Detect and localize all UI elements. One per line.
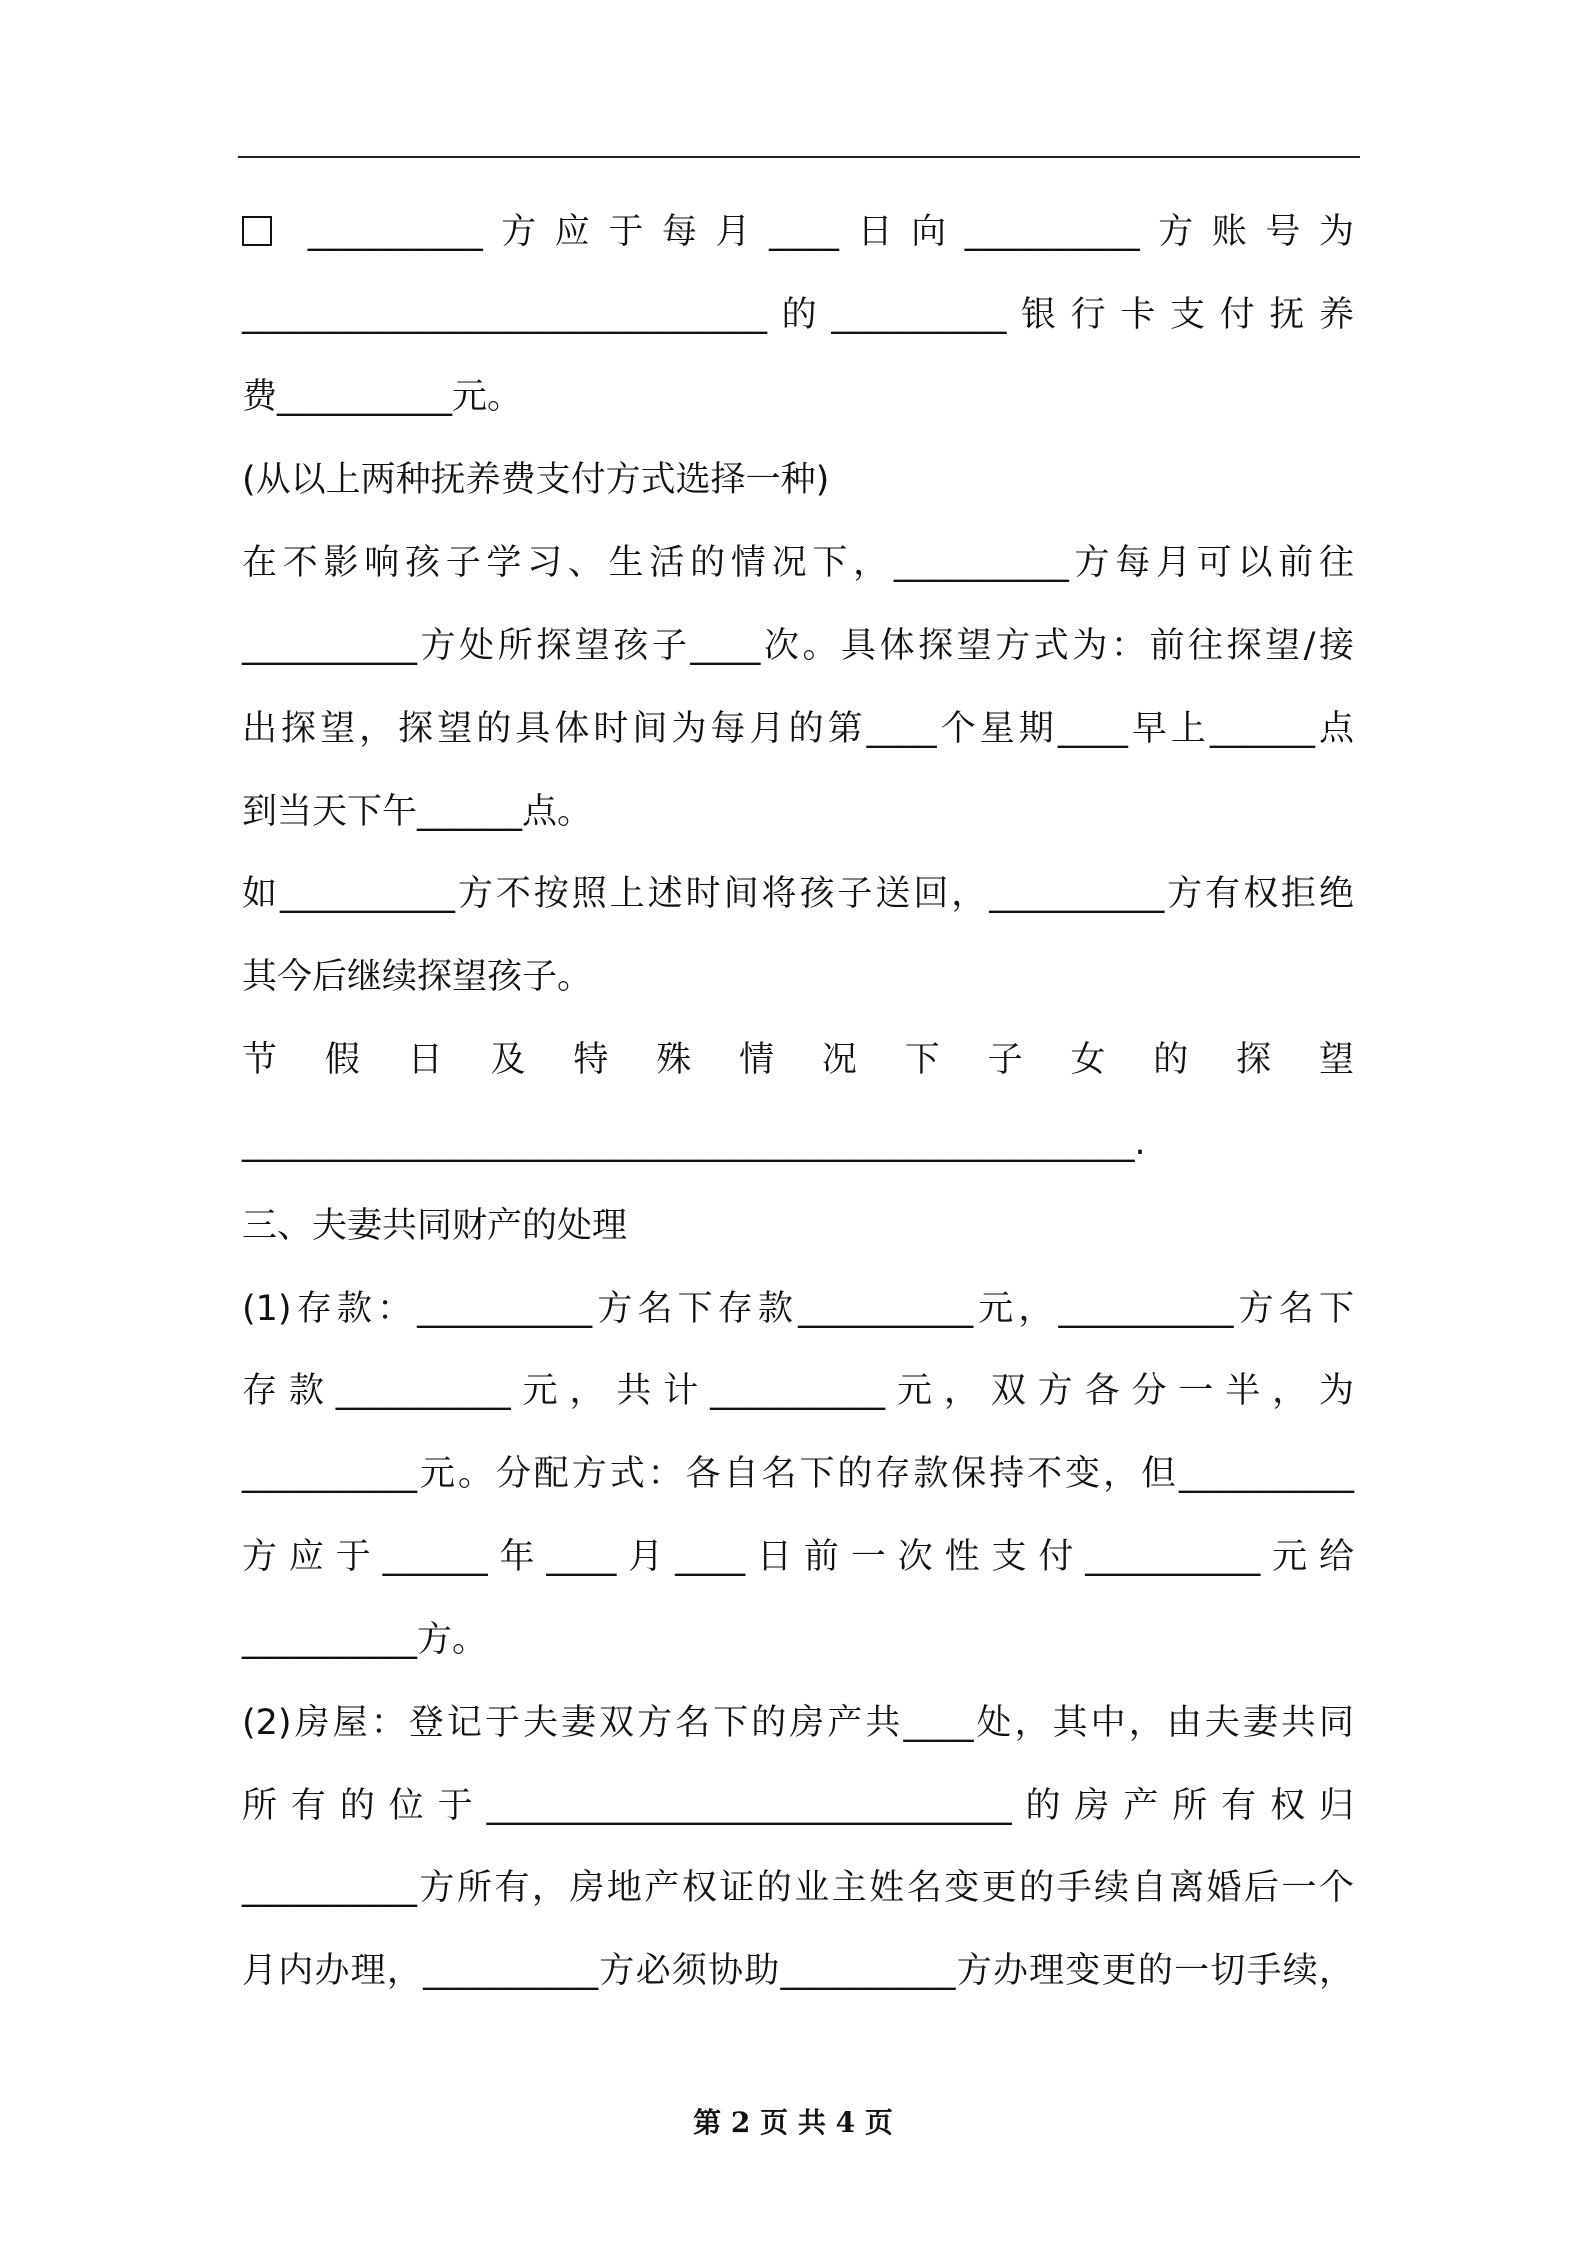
text-line: 其今后继续探望孩子。 — [242, 957, 593, 997]
text-line: 如__________方不按照上述时间将孩子送回，__________方有权拒绝 — [242, 874, 1354, 914]
char: 殊 — [656, 1040, 692, 1080]
header-rule — [238, 156, 1360, 158]
text-line: (2)房屋：登记于夫妻双方名下的房产共____处，其中，由夫妻共同 — [242, 1703, 1354, 1743]
char: 日 — [407, 1040, 443, 1080]
char: 子 — [987, 1040, 1023, 1080]
text-line: ______________________________的__________银行卡支付抚养 — [242, 295, 1354, 335]
section-heading: 三、夫妻共同财产的处理 — [242, 1206, 628, 1246]
text-line: 月内办理，__________方必须协助__________方办理变更的一切手续， — [242, 1951, 1354, 1991]
text-line: 在不影响孩子学习、生活的情况下，__________方每月可以前往 — [242, 543, 1354, 583]
char: 节 — [242, 1040, 278, 1080]
text-line: __________方处所探望孩子____次。具体探望方式为：前往探望/接 — [242, 626, 1354, 666]
text-line: __________元。分配方式：各自名下的存款保持不变，但__________ — [242, 1454, 1354, 1494]
text-line: 所有的位于______________________________的房产所有权归 — [242, 1786, 1354, 1826]
char: 情 — [739, 1040, 775, 1080]
char: 下 — [904, 1040, 940, 1080]
text-line: 出探望，探望的具体时间为每月的第____个星期____早上______点 — [242, 709, 1354, 749]
checkbox-icon[interactable] — [242, 216, 272, 246]
text-line-spaced — [242, 1038, 1354, 1082]
text-line: __________方应于每月____日向__________方账号为 — [242, 210, 1354, 254]
char: 的 — [1153, 1040, 1189, 1080]
char: 及 — [490, 1040, 526, 1080]
char: 探 — [1236, 1040, 1272, 1080]
text-line: 费__________元。 — [242, 377, 523, 417]
char: 女 — [1070, 1040, 1106, 1080]
text-line: __________方。 — [242, 1620, 488, 1660]
char: 特 — [573, 1040, 609, 1080]
text-line: 存款__________元，共计__________元，双方各分一半，为 — [242, 1371, 1354, 1411]
text-line: 方应于______年____月____日前一次性支付__________元给 — [242, 1537, 1354, 1577]
text-line: (1)存款：__________方名下存款__________元，__________方名下 — [242, 1289, 1354, 1329]
char: 假 — [324, 1040, 360, 1080]
text-line: (从以上两种抚养费支付方式选择一种) — [242, 460, 830, 500]
char: 况 — [821, 1040, 857, 1080]
text-line: __________方所有，房地产权证的业主姓名变更的手续自离婚后一个 — [242, 1868, 1354, 1908]
text-line: ___________________________________________________. — [242, 1123, 1146, 1163]
char: 望 — [1318, 1040, 1354, 1080]
page-footer: 第 2 页 共 4 页 — [693, 2106, 893, 2139]
text-line: 到当天下午______点。 — [242, 792, 593, 832]
